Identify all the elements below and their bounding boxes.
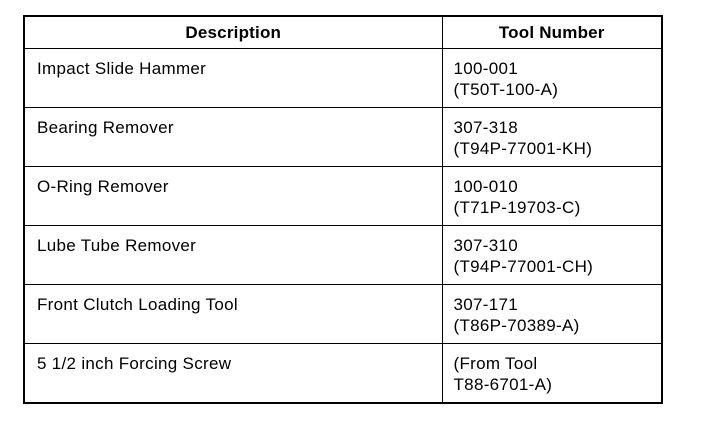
description-text: Lube Tube Remover <box>37 236 197 255</box>
description-text: O-Ring Remover <box>37 177 169 196</box>
table-row <box>24 108 662 167</box>
tool-number-cell <box>442 226 662 285</box>
description-text: Bearing Remover <box>37 118 174 137</box>
table-row <box>24 49 662 108</box>
header-row <box>24 16 662 49</box>
table-row <box>24 285 662 344</box>
tool-number: 100-001 <box>453 59 518 78</box>
tool-number: 307-310 <box>453 236 518 255</box>
tool-number: (From Tool <box>453 354 538 373</box>
tool-number-cell <box>442 285 662 344</box>
tool-number-cell <box>442 167 662 226</box>
description-text: 5 1/2 inch Forcing Screw <box>37 354 232 373</box>
description-cell <box>24 167 442 226</box>
tool-part-number: T88-6701-A) <box>453 375 553 394</box>
tool-part-number: (T50T-100-A) <box>453 80 559 99</box>
tool-number: 100-010 <box>453 177 518 196</box>
description-cell <box>24 49 442 108</box>
tool-number: 307-318 <box>453 118 518 137</box>
header-tool-number: Tool Number <box>442 16 662 49</box>
description-text: Front Clutch Loading Tool <box>37 295 238 314</box>
table-row <box>24 167 662 226</box>
tool-number-cell <box>442 49 662 108</box>
tool-part-number: (T71P-19703-C) <box>453 198 581 217</box>
description-cell <box>24 226 442 285</box>
tool-number-cell <box>442 108 662 167</box>
description-cell <box>24 108 442 167</box>
tool-number: 307-171 <box>453 295 518 314</box>
description-text: Impact Slide Hammer <box>37 59 207 78</box>
table-row <box>24 226 662 285</box>
table-row <box>24 344 662 404</box>
description-cell <box>24 285 442 344</box>
tool-part-number: (T94P-77001-KH) <box>453 139 593 158</box>
description-cell <box>24 344 442 404</box>
tool-part-number: (T86P-70389-A) <box>453 316 580 335</box>
tool-number-cell <box>442 344 662 404</box>
tool-part-number: (T94P-77001-CH) <box>453 257 594 276</box>
header-description: Description <box>24 16 442 49</box>
special-tools-table <box>23 15 663 404</box>
